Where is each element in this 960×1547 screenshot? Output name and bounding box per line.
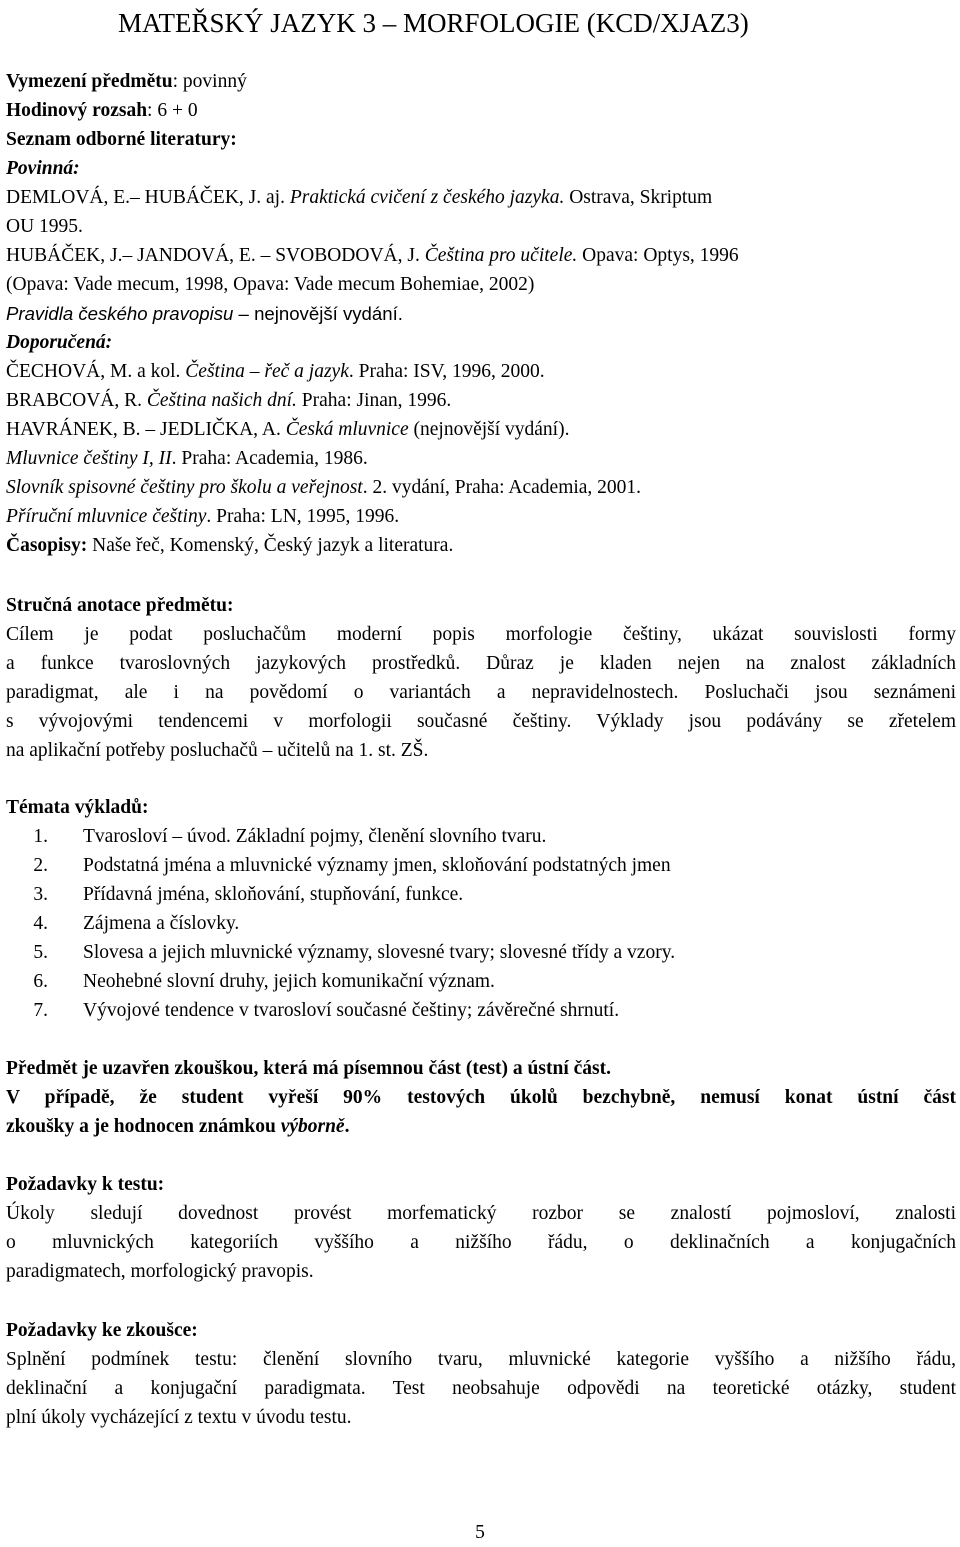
test-requirements	[6, 1170, 956, 1286]
recommended-item: Slovník spisovné češtiny pro školu a veřejnost. 2. vydání, Praha: Academia, 2001.	[6, 477, 642, 498]
list-item: 6. Neohebné slovní druhy, jejich komunikační význam.	[33, 971, 495, 992]
annotation-line: paradigmat, ale i na povědomí o variantách a nepravidelnostech. Posluchači jsou seznámeni	[6, 682, 956, 703]
recommended-item: ČECHOVÁ, M. a kol. Čeština – řeč a jazyk. Praha: ISV, 1996, 2000.	[6, 361, 545, 382]
journals-value: Naše řeč, Komenský, Český jazyk a literatura.	[87, 535, 454, 556]
test-line: Úkoly sledují dovednost provést morfematický rozbor se znalostí pojmosloví, znalosti	[6, 1203, 956, 1224]
annotation-heading: Stručná anotace předmětu:	[6, 595, 234, 616]
annotation-line: s vývojovými tendencemi v morfologii současné češtiny. Výklady jsou podávány se zřetelem	[6, 711, 956, 732]
exam-line: Předmět je uzavřen zkouškou, která má písemnou část (test) a ústní část.	[6, 1058, 611, 1079]
list-item: 2. Podstatná jména a mluvnické významy jmen, skloňování podstatných jmen	[33, 855, 671, 876]
subject-info	[6, 67, 739, 560]
list-item: 1. Tvarosloví – úvod. Základní pojmy, členění slovního tvaru.	[33, 826, 547, 847]
recommended-item: HAVRÁNEK, B. – JEDLIČKA, A. Česká mluvnice (nejnovější vydání).	[6, 419, 570, 440]
journals-line	[6, 531, 739, 560]
page-number: 5	[475, 1522, 485, 1543]
journals-label: Časopisy:	[6, 535, 88, 556]
annotation-line: Cílem je podat posluchačům moderní popis morfologie češtiny, ukázat souvislosti formy	[6, 624, 956, 645]
recommended-item: Mluvnice češtiny I, II. Praha: Academia, 1986.	[6, 448, 368, 469]
required-item: Pravidla českého pravopisu – nejnovější vydání.	[6, 303, 403, 324]
required-heading: Povinná:	[6, 158, 80, 179]
annotation-line: a funkce tvaroslovných jazykových prostředků. Důraz je kladen nejen na znalost základních	[6, 653, 956, 674]
exam-req-line: deklinační a konjugační paradigmata. Test neobsahuje odpovědi na teoretické otázky, student	[6, 1378, 956, 1399]
themes-list	[6, 822, 675, 1025]
recommended-heading: Doporučená:	[6, 332, 113, 353]
list-item: 7. Vývojové tendence v tvarosloví současné češtiny; závěrečné shrnutí.	[33, 1000, 620, 1021]
exam-line: zkoušky a je hodnocen známkou výborně.	[6, 1116, 350, 1137]
test-line: paradigmatech, morfologický pravopis.	[6, 1261, 314, 1282]
hours-label: Hodinový rozsah	[6, 100, 148, 121]
list-item: 5. Slovesa a jejich mluvnické významy, slovesné tvary; slovesné třídy a vzory.	[33, 942, 676, 963]
list-item: 3. Přídavná jména, skloňování, stupňování, funkce.	[33, 884, 464, 905]
required-item-cont: (Opava: Vade mecum, 1998, Opava: Vade mecum Bohemiae, 2002)	[6, 274, 535, 295]
recommended-item: BRABCOVÁ, R. Čeština našich dní. Praha: Jinan, 1996.	[6, 390, 452, 411]
hours-value: : 6 + 0	[147, 100, 198, 121]
annotation-line: na aplikační potřeby posluchačů – učitelů na 1. st. ZŠ.	[6, 740, 429, 761]
exam-requirements	[6, 1316, 956, 1432]
list-item: 4. Zájmena a číslovky.	[33, 913, 240, 934]
scope-label: Vymezení předmětu	[6, 71, 173, 92]
page-title: MATEŘSKÝ JAZYK 3 – MORFOLOGIE (KCD/XJAZ3)	[118, 8, 749, 38]
themes-section	[6, 793, 675, 1025]
required-item: DEMLOVÁ, E.– HUBÁČEK, J. aj. Praktická cvičení z českého jazyka. Ostrava, Skriptum	[6, 187, 713, 208]
annotation-section	[6, 591, 956, 765]
themes-heading: Témata výkladů:	[6, 797, 149, 818]
required-item: HUBÁČEK, J.– JANDOVÁ, E. – SVOBODOVÁ, J. Čeština pro učitele. Opava: Optys, 1996	[6, 245, 739, 266]
exam-section	[6, 1054, 956, 1141]
scope-value: : povinný	[172, 71, 247, 92]
scope-line	[6, 67, 739, 96]
literature-heading: Seznam odborné literatury:	[6, 129, 237, 150]
exam-req-heading: Požadavky ke zkoušce:	[6, 1320, 198, 1341]
test-line: o mluvnických kategoriích vyššího a nižšího řádu, o deklinačních a konjugačních	[6, 1232, 956, 1253]
exam-req-line: Splnění podmínek testu: členění slovního tvaru, mluvnické kategorie vyššího a nižšího řádu,	[6, 1349, 956, 1370]
recommended-item: Příruční mluvnice češtiny. Praha: LN, 1995, 1996.	[6, 506, 400, 527]
exam-line: V případě, že student vyřeší 90% testových úkolů bezchybně, nemusí konat ústní část	[6, 1087, 956, 1108]
exam-req-line: plní úkoly vycházející z textu v úvodu testu.	[6, 1407, 352, 1428]
hours-line	[6, 96, 739, 125]
test-heading: Požadavky k testu:	[6, 1174, 165, 1195]
required-item-cont: OU 1995.	[6, 216, 83, 237]
